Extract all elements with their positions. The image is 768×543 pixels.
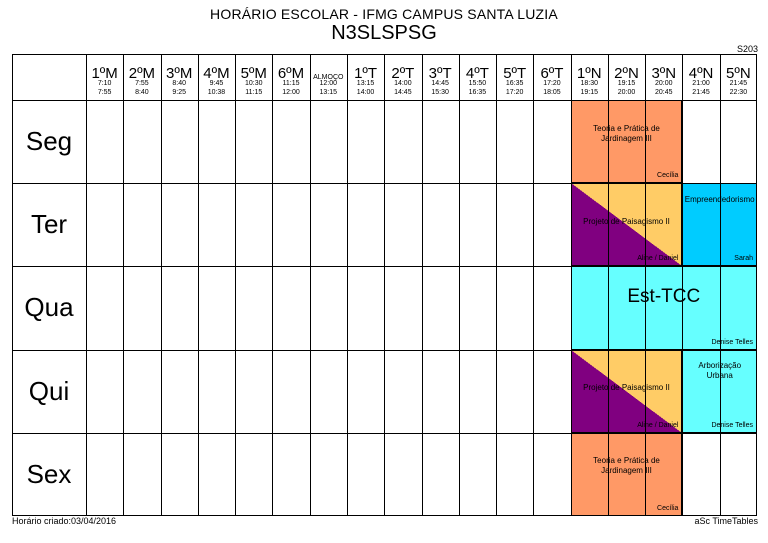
period-label: 4ºN (688, 65, 714, 82)
period-header (533, 54, 570, 100)
period-label: 2ºM (128, 65, 156, 82)
grid-line-vertical (198, 54, 199, 516)
period-end-time: 20:45 (655, 89, 673, 96)
period-label: 3ºN (651, 65, 677, 82)
software-credit: aSc TimeTables (694, 516, 758, 526)
room-label: S203 (736, 44, 758, 54)
period-end-time: 20:00 (617, 89, 636, 96)
period-start-time: 7:10 (97, 80, 112, 87)
period-header (310, 54, 347, 100)
period-start-time: 11:15 (282, 80, 300, 87)
period-start-time: 16:35 (505, 80, 524, 87)
grid-line-vertical (645, 54, 646, 516)
grid-line-vertical (235, 54, 236, 516)
period-start-time: 18:30 (580, 80, 598, 87)
day-label: Ter (30, 209, 68, 240)
period-label: 5ºT (503, 65, 527, 82)
grid-line-vertical (720, 54, 721, 516)
period-start-time: 17:20 (543, 80, 561, 87)
period-label: 5ºM (240, 65, 267, 82)
period-label: 3ºM (166, 65, 193, 82)
lesson-subject: Projeto de Paisagismo II (583, 383, 670, 393)
period-label: 3ºT (428, 65, 452, 82)
period-label: 2ºN (614, 65, 639, 82)
grid-line-vertical (682, 54, 683, 516)
period-header (123, 54, 160, 100)
grid-line-vertical (608, 54, 609, 516)
grid-line-horizontal (12, 183, 757, 184)
period-start-time: 7:55 (135, 80, 149, 87)
period-header (496, 54, 533, 100)
period-label: 4ºT (465, 65, 489, 82)
period-label: 2ºT (391, 65, 415, 82)
period-end-time: 7:55 (97, 89, 112, 96)
period-end-time: 9:25 (172, 89, 186, 96)
period-label: 4ºM (203, 65, 230, 82)
grid-line-vertical (459, 54, 460, 516)
period-header (645, 54, 682, 100)
grid-line-vertical (310, 54, 311, 516)
period-header (198, 54, 235, 100)
grid-line-vertical (496, 54, 497, 516)
period-start-time: 14:45 (431, 80, 449, 87)
period-start-time: 9:45 (209, 80, 224, 87)
period-start-time: 15:50 (468, 80, 487, 87)
period-header (720, 54, 757, 100)
grid-line-horizontal (12, 433, 757, 434)
period-label: 6ºM (277, 65, 305, 82)
grid-line-vertical (384, 54, 385, 516)
period-header (459, 54, 496, 100)
created-date: Horário criado:03/04/2016 (12, 516, 117, 526)
grid-line-vertical (533, 54, 534, 516)
period-label: 5ºN (726, 65, 751, 82)
lesson-subject: Teoria e Prática de Jardinagem III (593, 456, 660, 476)
period-end-time: 19:15 (580, 89, 598, 96)
period-header (161, 54, 198, 100)
lesson-teacher: Cecília (657, 172, 679, 180)
timetable-grid (12, 54, 757, 516)
period-header (86, 54, 123, 100)
period-label: 1ºM (91, 65, 118, 82)
lesson-teacher: Aline / Daniel (637, 421, 679, 429)
lesson-teacher: Sarah (734, 255, 753, 263)
period-start-time: 14:00 (394, 80, 412, 87)
period-label: 1ºT (354, 65, 378, 82)
period-end-time: 17:20 (505, 89, 524, 96)
lesson-teacher: Denise Telles (711, 338, 753, 346)
period-end-time: 21:45 (692, 89, 710, 96)
period-start-time: 12:00 (319, 80, 338, 87)
period-start-time: 10:30 (244, 80, 263, 87)
period-end-time: 15:30 (431, 89, 449, 96)
period-header (682, 54, 719, 100)
period-end-time: 22:30 (729, 89, 748, 96)
period-header (608, 54, 645, 100)
lesson-card[interactable] (571, 266, 757, 349)
grid-line-horizontal (12, 350, 757, 351)
period-header (571, 54, 608, 100)
period-start-time: 19:15 (617, 80, 636, 87)
lesson-teacher: Aline / Daniel (637, 255, 679, 263)
class-name: N3SLSPSG (331, 22, 437, 44)
period-start-time: 13:15 (356, 80, 375, 87)
period-start-time: 8:40 (172, 80, 186, 87)
lesson-card[interactable] (571, 433, 683, 516)
period-end-time: 12:00 (282, 89, 300, 96)
period-start-time: 20:00 (655, 80, 673, 87)
day-label: Sex (26, 458, 72, 489)
lesson-card[interactable] (571, 100, 683, 183)
grid-line-vertical (347, 54, 348, 516)
grid-line-vertical (161, 54, 162, 516)
grid-line-vertical (422, 54, 423, 516)
lesson-subject: Teoria e Prática de Jardinagem III (593, 123, 660, 143)
lesson-subject: Arborização Urbana (698, 361, 742, 381)
period-label: 6ºT (540, 65, 564, 82)
page-title: HORÁRIO ESCOLAR - IFMG CAMPUS SANTA LUZIA (210, 6, 558, 22)
period-header (272, 54, 309, 100)
grid-line-vertical (571, 54, 572, 516)
period-start-time: 21:00 (692, 80, 710, 87)
grid-line-vertical (86, 54, 87, 516)
period-header (422, 54, 459, 100)
period-label: ALMOÇO (313, 74, 344, 81)
period-end-time: 10:38 (207, 89, 226, 96)
grid-line-horizontal (12, 100, 757, 101)
day-label: Qui (28, 375, 70, 406)
lesson-teacher: Denise Telles (711, 421, 753, 429)
grid-line-horizontal (12, 266, 757, 267)
lesson-teacher: Cecília (657, 504, 679, 512)
grid-line-vertical (272, 54, 273, 516)
period-end-time: 14:45 (394, 89, 412, 96)
period-end-time: 14:00 (356, 89, 375, 96)
day-label: Seg (25, 126, 73, 157)
grid-line-vertical (123, 54, 124, 516)
period-header (347, 54, 384, 100)
period-header (384, 54, 421, 100)
day-label: Qua (24, 292, 74, 323)
period-end-time: 16:35 (468, 89, 487, 96)
period-end-time: 11:15 (245, 89, 263, 96)
period-end-time: 13:15 (319, 89, 338, 96)
period-end-time: 18:05 (543, 89, 561, 96)
lesson-subject: Est-TCC (627, 285, 701, 307)
period-end-time: 8:40 (135, 89, 149, 96)
period-start-time: 21:45 (729, 80, 748, 87)
lesson-card[interactable] (571, 183, 683, 266)
period-label: 1ºN (576, 65, 602, 82)
period-header (235, 54, 272, 100)
lesson-card[interactable] (571, 350, 683, 433)
lesson-subject: Empreendedorismo (684, 194, 755, 204)
lesson-subject: Projeto de Paisagismo II (583, 216, 670, 226)
